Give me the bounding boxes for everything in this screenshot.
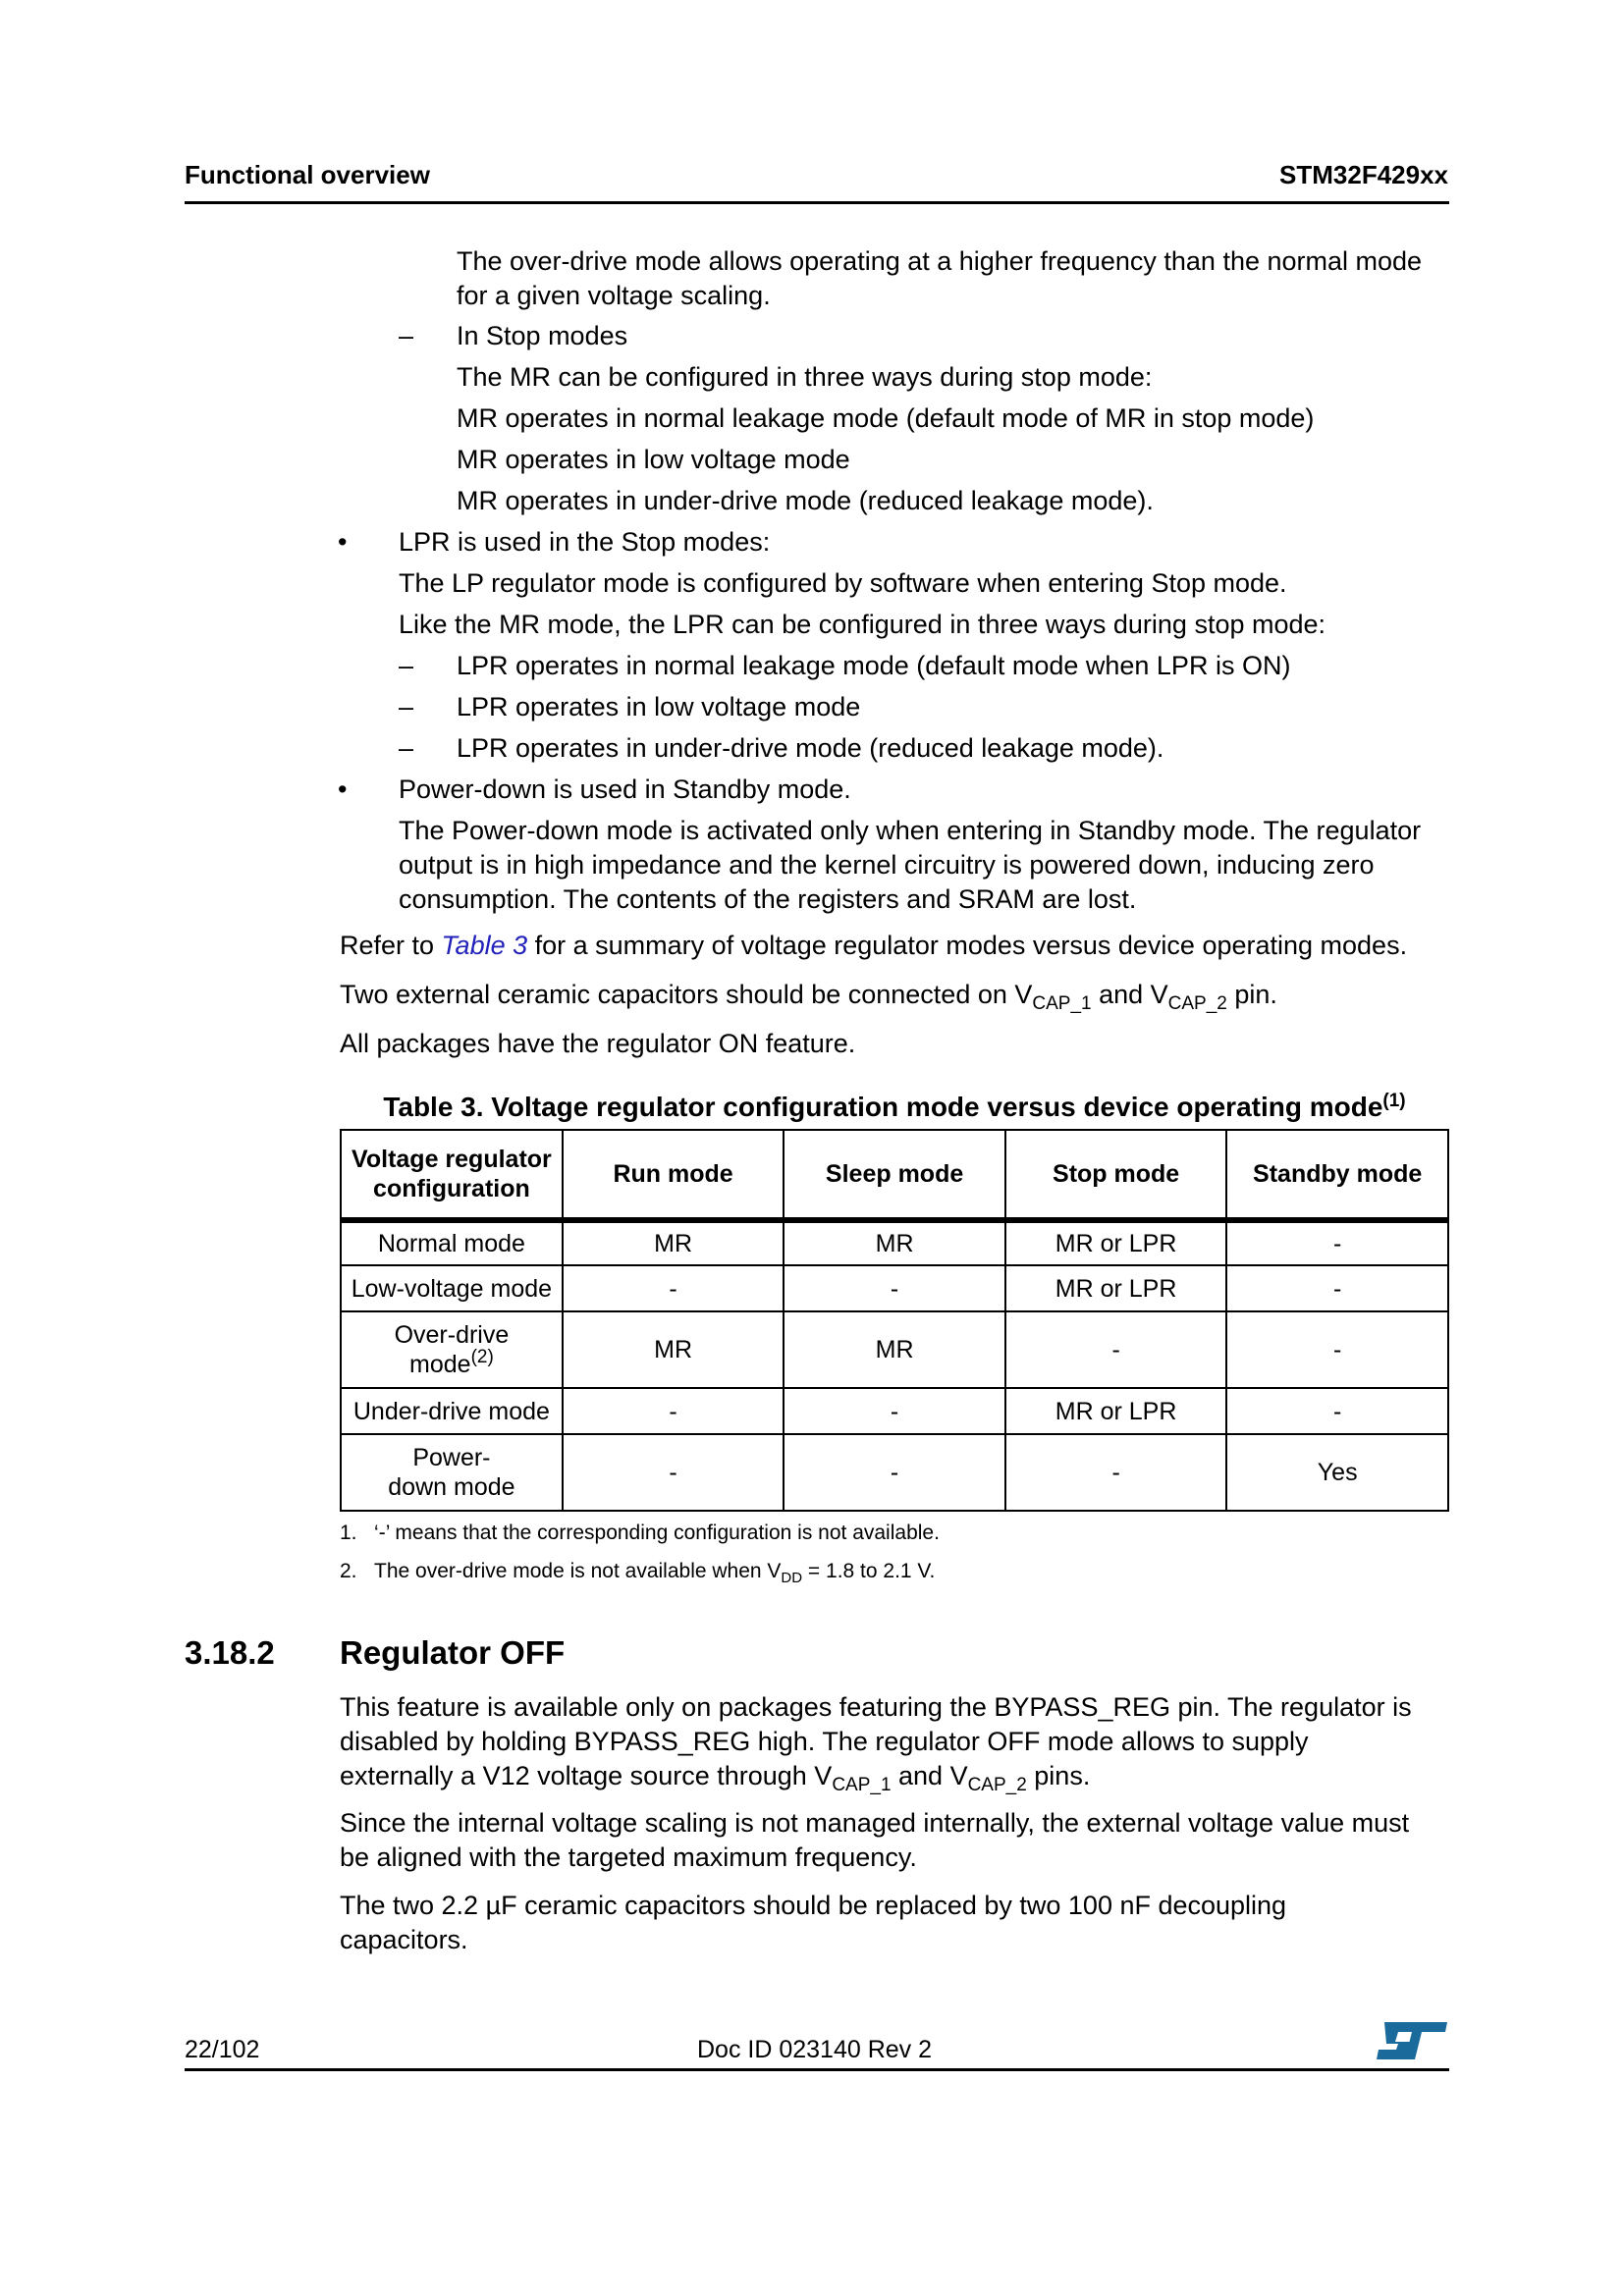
dash-marker: –	[399, 692, 414, 721]
dash-marker: –	[399, 321, 414, 350]
st-logo-icon	[1375, 2020, 1449, 2061]
body-text: be aligned with the targeted maximum frequency.	[340, 1842, 917, 1872]
table-row: Under-drive mode - - MR or LPR -	[341, 1388, 1448, 1434]
table-row: Low-voltage mode - - MR or LPR -	[341, 1265, 1448, 1311]
section-number: 3.18.2	[185, 1634, 275, 1671]
body-text: Since the internal voltage scaling is not managed internally, the external voltage value must	[340, 1808, 1410, 1838]
body-text: disabled by holding BYPASS_REG high. The regulator OFF mode allows to supply	[340, 1727, 1309, 1756]
body-text: The LP regulator mode is configured by software when entering Stop mode.	[399, 568, 1287, 598]
body-text: externally a V12 voltage source through $V_{CAP\_1}$ and $V_{CAP\_2}$ pins.	[340, 1761, 1091, 1795]
body-text: The MR can be configured in three ways during stop mode:	[457, 362, 1153, 392]
list-item-lpr: LPR is used in the Stop modes:	[399, 527, 771, 557]
body-text: capacitors.	[340, 1925, 468, 1954]
table-row: Over-drive mode$^{(2)}$ MR MR - -	[341, 1311, 1448, 1388]
body-text: MR operates in normal leakage mode (default mode of MR in stop mode)	[457, 403, 1315, 433]
footer-rule	[185, 2068, 1449, 2071]
body-text-packages: All packages have the regulator ON feature.	[340, 1029, 856, 1058]
table-header-cell: Sleep mode	[784, 1130, 1005, 1220]
table-3-link[interactable]: Table 3	[441, 931, 528, 960]
body-text-refer: Refer to Table 3 for a summary of voltage regulator modes versus device operating modes.	[340, 931, 1408, 960]
body-text: The over-drive mode allows operating at a higher frequency than the normal mode	[457, 246, 1423, 276]
page-number: 22/102	[185, 2036, 260, 2063]
table-header-row	[341, 1130, 1448, 1220]
dash-marker: –	[399, 651, 414, 680]
table-row: Normal mode MR MR MR or LPR -	[341, 1220, 1448, 1265]
section-title: Regulator OFF	[340, 1634, 566, 1671]
table-caption: Table 3. Voltage regulator configuration mode versus device operating mode$^{(1)}$	[383, 1091, 1406, 1122]
list-item: LPR operates in under-drive mode (reduced leakage mode).	[457, 733, 1164, 763]
regulator-mode-table	[340, 1129, 1449, 1512]
body-text-capacitors: Two external ceramic capacitors should be connected on $V_{CAP\_1}$ and $V_{CAP\_2}$ pin.	[340, 980, 1277, 1014]
dash-marker: –	[399, 733, 414, 763]
table-header-cell: Run mode	[563, 1130, 784, 1220]
body-text: for a given voltage scaling.	[457, 281, 771, 310]
body-text: Like the MR mode, the LPR can be configured in three ways during stop mode:	[399, 610, 1326, 639]
table-row: Power-down mode - - - Yes	[341, 1434, 1448, 1511]
header-rule	[185, 201, 1449, 204]
list-item: LPR operates in low voltage mode	[457, 692, 861, 721]
body-text: The Power-down mode is activated only when entering in Standby mode. The regulator	[399, 816, 1422, 845]
running-header-section: Functional overview	[185, 160, 430, 189]
body-text: MR operates in low voltage mode	[457, 445, 850, 474]
list-item: LPR operates in normal leakage mode (default mode when LPR is ON)	[457, 651, 1291, 680]
table-header-cell: Standby mode	[1226, 1130, 1448, 1220]
body-text: MR operates in under-drive mode (reduced leakage mode).	[457, 486, 1154, 515]
body-text: consumption. The contents of the registers and SRAM are lost.	[399, 884, 1137, 914]
list-item-power-down: Power-down is used in Standby mode.	[399, 774, 851, 804]
body-text: This feature is available only on packages featuring the BYPASS_REG pin. The regulator is	[340, 1692, 1412, 1722]
table-footnote-1: 1. ‘-’ means that the corresponding configuration is not available.	[340, 1522, 940, 1544]
body-text: The two 2.2 µF ceramic capacitors should be replaced by two 100 nF decoupling	[340, 1891, 1287, 1920]
running-header-part-number: STM32F429xx	[1279, 160, 1448, 189]
table-header-cell: Voltage regulator configuration	[341, 1130, 563, 1220]
table-footnote-2: 2. The over-drive mode is not available when $V_{DD} = 1.8$ to 2.1 V.	[340, 1560, 936, 1586]
doc-id: Doc ID 023140 Rev 2	[697, 2036, 933, 2063]
bullet-marker: •	[338, 774, 348, 804]
body-text: output is in high impedance and the kernel circuitry is powered down, inducing zero	[399, 850, 1375, 880]
table-header-cell: Stop mode	[1005, 1130, 1227, 1220]
list-item-stop-modes: In Stop modes	[457, 321, 628, 350]
bullet-marker: •	[338, 527, 348, 557]
